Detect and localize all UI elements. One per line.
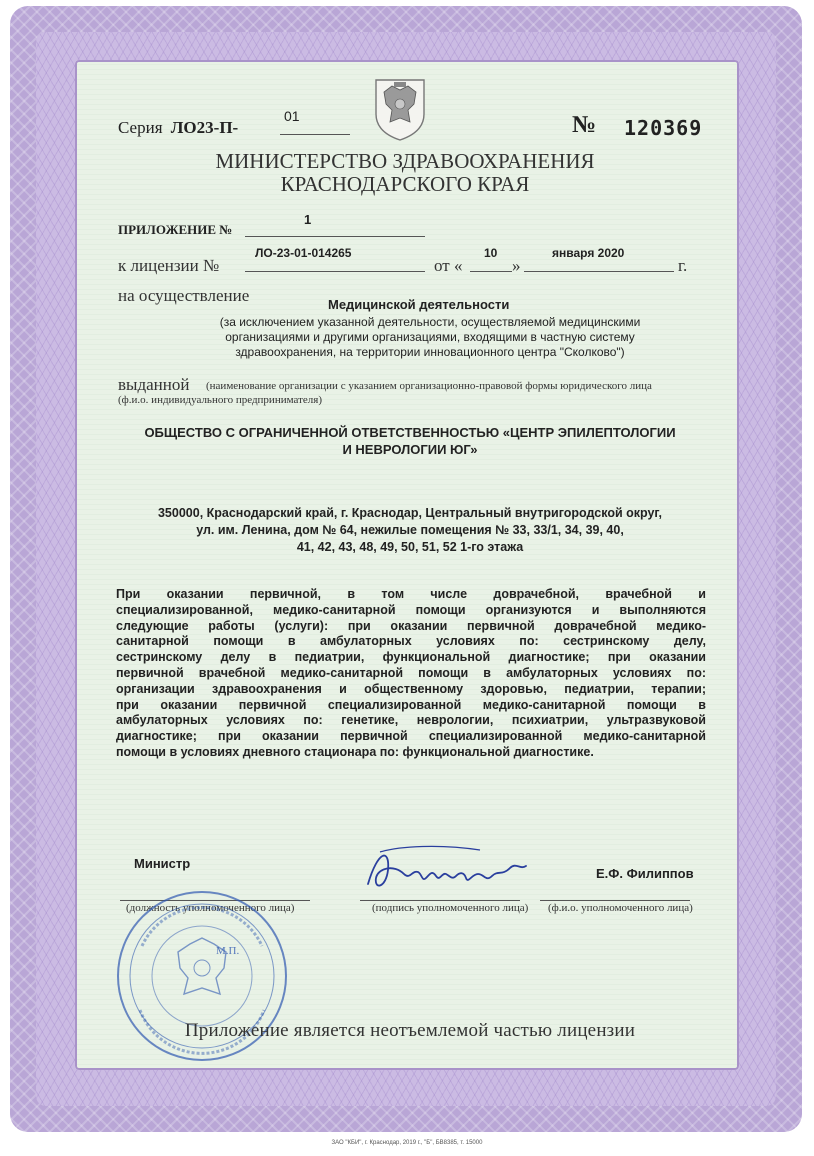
caption-name: (ф.и.о. уполномоченного лица) [548, 902, 693, 914]
license-close-quote: » [512, 256, 521, 275]
license-date-underline [524, 271, 674, 272]
series-value: ЛО23-П- [170, 118, 239, 137]
services-line: специализированной, медико-санитарной помощи организуются и выполняются [116, 602, 706, 617]
activity-note-line-2: организациями и другими организациями, входящими в частную систему [225, 330, 635, 344]
printer-imprint: ЗАО "КБИ", г. Краснодар, 2019 г., "Б", БВ8385, т. 15000 [331, 1140, 483, 1146]
series-suffix: 01 [284, 108, 300, 124]
series-label: Серия [118, 118, 163, 137]
services-line: При оказании первичной, в том числе доврачебной, врачебной и [116, 587, 706, 601]
signatory-name: Е.Ф. Филиппов [596, 866, 694, 881]
license-number-value: ЛО-23-01-014265 [255, 246, 352, 260]
services-line: санитарной помощи в амбулаторных условиях по: сестринскому делу, [116, 634, 706, 649]
issued-label: выданной [118, 375, 190, 394]
services-line: амбулаторных условиях по: генетике, неврологии, психиатрии, ультразвуковой [116, 713, 706, 728]
activity-note [150, 315, 710, 360]
organization-line-1: ОБЩЕСТВО С ОГРАНИЧЕННОЙ ОТВЕТСТВЕННОСТЬЮ «ЦЕНТР ЭПИЛЕПТОЛОГИИ [144, 425, 676, 440]
appendix-underline [245, 236, 425, 237]
appendix-number: 1 [304, 212, 312, 227]
footer-statement: Приложение является неотъемлемой частью лицензии [184, 1020, 636, 1041]
ministry-line-1: МИНИСТЕРСТВО ЗДРАВООХРАНЕНИЯ [215, 149, 595, 173]
number-sign: № [572, 112, 597, 138]
services-line: следующие работы (услуги): при оказании первичной доврачебной медико- [116, 618, 706, 633]
license-month-year: января 2020 [552, 246, 625, 260]
activity-title: Медицинской деятельности [328, 297, 510, 312]
license-from-label: от « [434, 256, 463, 275]
services-line: помощи в условиях дневного стационара по: функциональной диагностике. [116, 744, 594, 759]
appendix-label: ПРИЛОЖЕНИЕ № [118, 222, 233, 237]
handwritten-signature [360, 840, 530, 900]
address-line-3: 41, 42, 43, 48, 49, 50, 51, 52 1-го этажа [296, 540, 524, 554]
stamp-mark: М.П. [216, 945, 240, 957]
ministry-title [150, 150, 660, 196]
license-day-underline [470, 271, 512, 272]
activity-note-line-1: (за исключением указанной деятельности, осуществляемой медицинскими [219, 315, 641, 329]
license-year-suffix: г. [678, 256, 688, 275]
license-underline [245, 271, 425, 272]
issued-note-2: (ф.и.о. индивидуального предпринимателя) [118, 394, 322, 406]
services-line: диагностике; при оказании первичной специализированной медико-санитарной [116, 729, 706, 744]
organization-line-2: И НЕВРОЛОГИИ ЮГ» [342, 442, 478, 457]
ministry-line-2: КРАСНОДАРСКОГО КРАЯ [280, 172, 530, 196]
services-line: первичной врачебной медико-санитарной помощи в амбулаторных условиях по: [116, 665, 706, 680]
signatory-position: Министр [134, 856, 191, 871]
services-line: организации здравоохранения и общественному здоровью, педиатрии, терапии; [116, 681, 706, 696]
services-paragraph [116, 587, 706, 761]
name-underline [540, 900, 690, 901]
address-line-1: 350000, Краснодарский край, г. Краснодар, Центральный внутригородской округ, [157, 506, 663, 520]
signature-underline [360, 900, 520, 901]
organization-address [110, 505, 710, 556]
caption-signature: (подпись уполномоченного лица) [372, 902, 529, 914]
activity-note-line-3: здравоохранения, на территории инновационного центра "Сколково") [235, 345, 625, 359]
services-line: сестринскому делу в педиатрии, функциональной диагностике; при оказании [116, 650, 706, 665]
series-underline [280, 134, 350, 135]
activity-label: на осуществление [118, 286, 250, 305]
issued-note-1: (наименование организации с указанием организационно-правовой формы юридического лица [206, 380, 652, 392]
license-label: к лицензии № [118, 256, 220, 275]
series-row [118, 118, 238, 138]
services-line: при оказании первичной специализированной медико-санитарной помощи в [116, 697, 706, 712]
license-day: 10 [484, 246, 498, 260]
license-number: 120369 [624, 116, 703, 140]
address-line-2: ул. им. Ленина, дом № 64, нежилые помещения № 33, 33/1, 34, 39, 40, [196, 523, 624, 537]
caption-position: (должность уполномоченного лица) [126, 902, 295, 914]
organization-name [110, 424, 710, 458]
coat-of-arms-icon [370, 74, 430, 144]
